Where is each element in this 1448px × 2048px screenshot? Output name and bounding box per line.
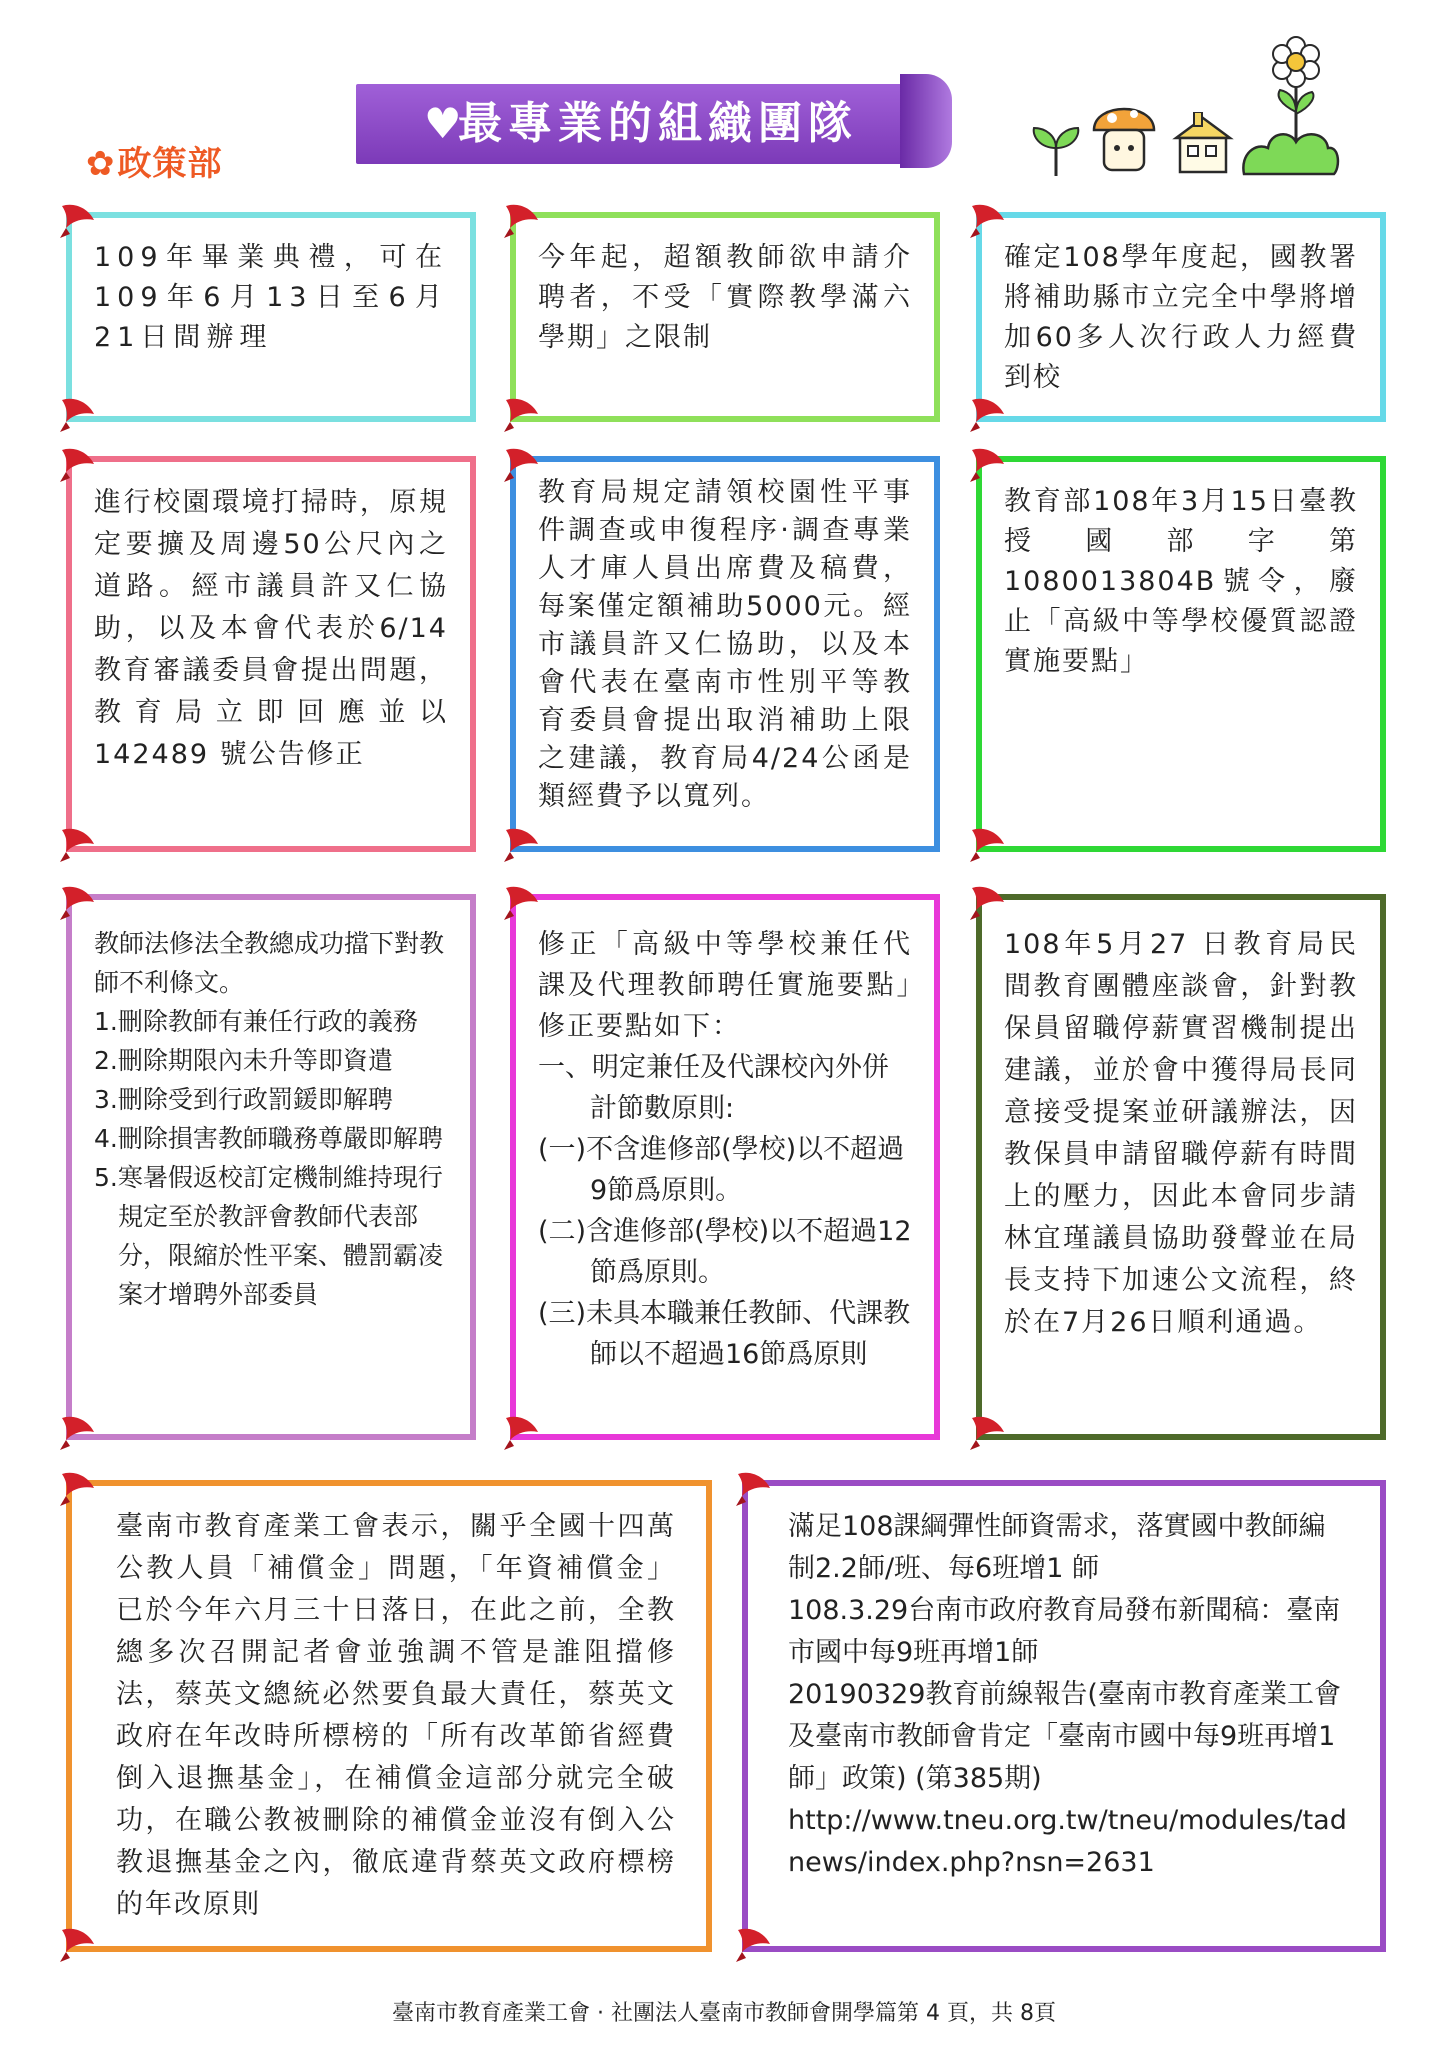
ribbon-icon: [734, 1924, 774, 1964]
news-box-gender-equity: 教育局規定請領校園性平事件調查或申復程序‧調查專業人才庫人員出席費及稿費，每案僅定額補助5000元。經市議員許又仁協助，以及本會代表在臺南市性別平等教育委員會提出取消補助上限之建議，教育局4/24公函是類經費予以寬列。: [510, 456, 940, 852]
department-label: ✿政策部: [86, 144, 223, 184]
ribbon-icon: [502, 200, 542, 240]
heart-icon: ♥: [424, 99, 468, 148]
flower-icon: ✿: [86, 144, 116, 184]
list-item: (二)含進修部(學校)以不超過12節爲原則。: [538, 1216, 912, 1288]
news-box-childcare-staff: 108年5月27 日教育局民間教育團體座談會，針對教保員留職停薪實習機制提出建議，並於會中獲得局長同意接受提案並研議辦法，因教保員申請留職停薪有時間上的壓力，因此本會同步請林宜瑾議員協助發聲並在局長支持下加速公文流程，終於在7月26日順利通過。: [976, 894, 1386, 1440]
ribbon-icon: [502, 1412, 542, 1452]
sprout-icon: [1028, 118, 1084, 178]
ribbon-icon: [58, 444, 98, 484]
news-box-teacher-staffing: 滿足108課綱彈性師資需求，落實國中教師編制2.2師/班、每6班增1 師 108.3.29台南市政府教育局發布新聞稿：臺南市國中每9班再增1師 20190329教育前線報告(臺南市教育產業工會及臺南市教師會肯定「臺南市國中每9班再增1師」政策) (第385期) http://www.tneu.org.tw/tneu/modules/tadnews/index.php?nsn=2631: [742, 1480, 1386, 1952]
title-banner: [356, 84, 926, 164]
list-item: (一)不含進修部(學校)以不超過9節爲原則。: [538, 1134, 905, 1206]
news-box-teacher-law: 教師法修法全教總成功擋下對教師不利條文。 1.刪除教師有兼任行政的義務 2.刪除期限內未升等即資遣 3.刪除受到行政罰鍰即解聘 4.刪除損害教師職務尊嚴即解聘 5.寒暑假返校訂定機制維持現行規定至於教評會教師代表部分，限縮於性平案、體罰霸凌案才增聘外部委員: [66, 894, 476, 1440]
flower-bush-icon: [1240, 34, 1340, 176]
news-box-transfer: 今年起，超額教師欲申請介聘者，不受「實際教學滿六學期」之限制: [510, 212, 940, 422]
ribbon-icon: [58, 394, 98, 434]
list-item: 1.刪除教師有兼任行政的義務: [94, 1007, 418, 1036]
banner-title: 最專業的組織團隊: [458, 98, 858, 149]
ribbon-icon: [502, 444, 542, 484]
list-item: 3.刪除受到行政罰鍰即解聘: [94, 1085, 393, 1114]
ribbon-icon: [58, 1468, 98, 1508]
news-box-substitute-teachers: 修正「高級中等學校兼任代課及代理教師聘任實施要點」修正要點如下： 一、明定兼任及代課校內外併計節數原則: (一)不含進修部(學校)以不超過9節爲原則。 (二)含進修部(學校)以不超過12節爲原則。 (三)未具本職兼任教師、代課教師以不超過16節爲原則: [510, 894, 940, 1440]
ribbon-icon: [502, 394, 542, 434]
news-box-certification: 教育部108年3月15日臺教授國部字第1080013804B號令，廢止「高級中等學校優質認證實施要點」: [976, 456, 1386, 852]
list-heading: 一、明定兼任及代課校內外併計節數原則:: [538, 1052, 889, 1124]
news-box-compensation: 臺南市教育產業工會表示，關乎全國十四萬公教人員「補償金」問題，「年資補償金」已於今年六月三十日落日，在此之前，全教總多次召開記者會並強調不管是誰阻擋修法，蔡英文總統必然要負最大責任，蔡英文政府在年改時所標榜的「所有改革節省經費倒入退撫基金」，在補償金這部分就完全破功，在職公教被刪除的補償金並沒有倒入公教退撫基金之內，徹底違背蔡英文政府標榜的年改原則: [66, 1480, 712, 1952]
banner-curl: [900, 74, 952, 168]
ribbon-icon: [968, 882, 1008, 922]
ribbon-icon: [734, 1468, 774, 1508]
ribbon-icon: [58, 1924, 98, 1964]
news-box-cleaning: 進行校園環境打掃時，原規定要擴及周邊50公尺內之道路。經市議員許又仁協助，以及本會代表於6/14教育審議委員會提出問題，教育局立即回應並以 142489 號公告修正: [66, 456, 476, 852]
list-item: 5.寒暑假返校訂定機制維持現行規定至於教評會教師代表部分，限縮於性平案、體罰霸凌案才增聘外部委員: [94, 1163, 444, 1309]
ribbon-icon: [968, 200, 1008, 240]
ribbon-icon: [968, 1412, 1008, 1452]
page-footer: 臺南市教育產業工會 · 社團法人臺南市教師會開學篇第 4 頁，共 8頁: [392, 2001, 1056, 2026]
ribbon-icon: [58, 200, 98, 240]
list-item: 4.刪除損害教師職務尊嚴即解聘: [94, 1124, 443, 1153]
list-item: (三)未具本職兼任教師、代課教師以不超過16節爲原則: [538, 1298, 911, 1370]
cottage-icon: [1172, 112, 1234, 176]
ribbon-icon: [968, 394, 1008, 434]
ribbon-icon: [968, 824, 1008, 864]
list-item: 2.刪除期限內未升等即資遣: [94, 1046, 393, 1075]
ribbon-icon: [58, 882, 98, 922]
ribbon-icon: [58, 824, 98, 864]
ribbon-icon: [502, 882, 542, 922]
news-box-admin-staff: 確定108學年度起，國教署將補助縣市立完全中學將增加60多人次行政人力經費到校: [976, 212, 1386, 422]
news-link[interactable]: http://www.tneu.org.tw/tneu/modules/tadnews/index.php?nsn=2631: [788, 1805, 1347, 1878]
ribbon-icon: [502, 824, 542, 864]
ribbon-icon: [968, 444, 1008, 484]
news-box-graduation: 109年畢業典禮，可在109年6月13日至6月21日間辦理: [66, 212, 476, 422]
mushroom-house-icon: [1090, 90, 1158, 176]
ribbon-icon: [58, 1412, 98, 1452]
